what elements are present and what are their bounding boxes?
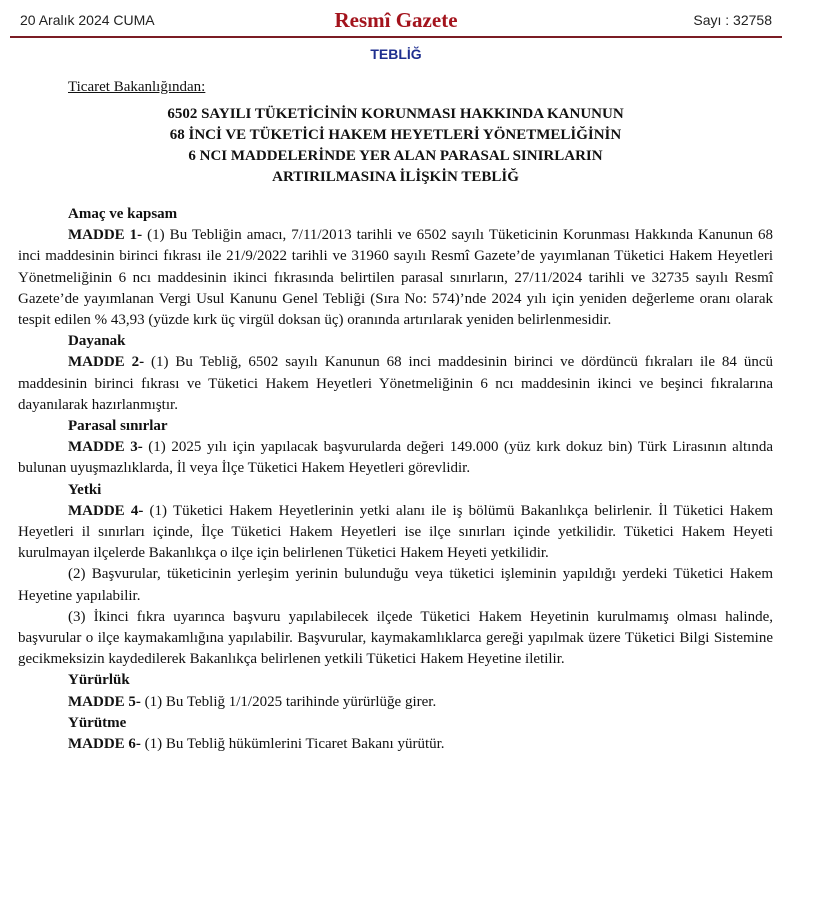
article-3 <box>18 437 773 479</box>
issuing-authority: Ticaret Bakanlığından: <box>68 79 206 95</box>
article-text: (1) 2025 yılı için yapılacak başvurularda değeri 149.000 (yüz kırk dokuz bin) Türk Lirasının altında bulunan uyuşmazlıklarda, İl veya İlçe Tüketici Hakem Heyetleri görevlidir. <box>18 439 773 477</box>
article-6 <box>18 734 773 755</box>
article-4-paragraph-2: (2) Başvurular, tüketicinin yerleşim yerinin bulunduğu veya tüketici işleminin yapıldığı yerdeki Tüketici Hakem Heyetine yapılabilir. <box>18 566 773 604</box>
article-5 <box>18 692 773 713</box>
section-heading-yurutme: Yürütme <box>68 714 127 731</box>
section-heading-dayanak: Dayanak <box>68 333 126 350</box>
section-heading-yururluk: Yürürlük <box>68 672 130 689</box>
article-text: (1) Tüketici Hakem Heyetlerinin yetki alanı ile iş bölümü Bakanlıkça belirlenir. İl Tüketici Hakem Heyetleri il sınırları içinde, İlçe Tüketici Hakem Heyetleri ise ilçe sınırları içinde yetkilidir. Tüketici Hakem Heyeti kurulmayan ilçelerde Bakanlıkça o ilçe için belirlenen Tüketici Hakem Heyeti yetkilidir. <box>18 502 773 562</box>
title-line: 6 NCI MADDELERİNDE YER ALAN PARASAL SINIRLARIN <box>188 148 603 164</box>
article-label: MADDE 2- <box>68 354 145 371</box>
article-text: (1) Bu Tebliğin amacı, 7/11/2013 tarihli ve 6502 sayılı Tüketicinin Korunması Hakkında Kanunun 68 inci maddesinin birinci fıkrası ile 21/9/2022 tarihli ve 31960 sayılı Resmî Gazete’de yayımlanan Tüketici Hakem Heyetleri Yönetmeliğinin 6 ncı maddesinin ikinci fıkrasında belirtilen parasal sınırların, 27/11/2024 tarihli ve 32735 sayılı Resmî Gazete’de yayımlanan Vergi Usul Kanunu Genel Tebliği (Sıra No: 574)’nde 2024 yılı için yeniden değerleme oranı olarak tespit edilen % 43,93 (yüzde kırk üç virgül doksan üç) oranında artırılarak yeniden belirlenmesidir. <box>18 227 774 329</box>
article-2 <box>18 352 773 416</box>
article-4 <box>18 501 773 565</box>
article-1 <box>18 225 773 331</box>
section-heading-amac: Amaç ve kapsam <box>68 206 178 222</box>
section-heading-parasal: Parasal sınırlar <box>68 418 168 435</box>
article-label: MADDE 1- <box>68 227 143 244</box>
section-label: TEBLİĞ <box>370 46 422 62</box>
article-text: (1) Bu Tebliğ hükümlerini Ticaret Bakanı yürütür. <box>140 736 445 753</box>
article-label: MADDE 5- <box>68 693 141 710</box>
article-text: (1) Bu Tebliğ 1/1/2025 tarihinde yürürlüğe girer. <box>140 693 437 710</box>
article-label: MADDE 4- <box>68 502 144 519</box>
article-label: MADDE 6- <box>68 736 141 753</box>
document-title <box>18 104 773 188</box>
section-heading-yetki: Yetki <box>68 481 102 498</box>
article-4-paragraph-3: (3) İkinci fıkra uyarınca başvuru yapılabilecek ilçede Tüketici Hakem Heyetinin kurulmamış olması halinde, başvurular o ilçe kaymakamlığına yapılabilir. Başvurular, kaymakamlıklarca gereği yapılmak üzere Tüketici Bilgi Sistemine gecikmeksizin kaydedilerek Bakanlıkça belirlenen yetkili Tüketici Hakem Heyetine iletilir. <box>18 608 773 668</box>
header-date: 20 Aralık 2024 CUMA <box>20 12 155 28</box>
gazette-title: Resmî Gazete <box>334 8 458 32</box>
title-line: ARTIRILMASINA İLİŞKİN TEBLİĞ <box>272 169 519 185</box>
article-label: MADDE 3- <box>68 439 143 456</box>
header-issue-number: Sayı : 32758 <box>693 12 772 28</box>
title-line: 6502 SAYILI TÜKETİCİNİN KORUNMASI HAKKINDA KANUNUN <box>167 106 624 122</box>
title-line: 68 İNCİ VE TÜKETİCİ HAKEM HEYETLERİ YÖNETMELİĞİNİN <box>169 127 622 143</box>
gazette-header <box>10 6 782 38</box>
document-body <box>18 204 773 755</box>
article-text: (1) Bu Tebliğ, 6502 sayılı Kanunun 68 inci maddesinin birinci ve dördüncü fıkraları ile 84 üncü maddesinin birinci fıkrası ve Tüketici Hakem Heyetleri Yönetmeliğinin 6 ncı maddesinin ikinci ve beşinci fıkralarına dayanılarak hazırlanmıştır. <box>18 354 774 413</box>
